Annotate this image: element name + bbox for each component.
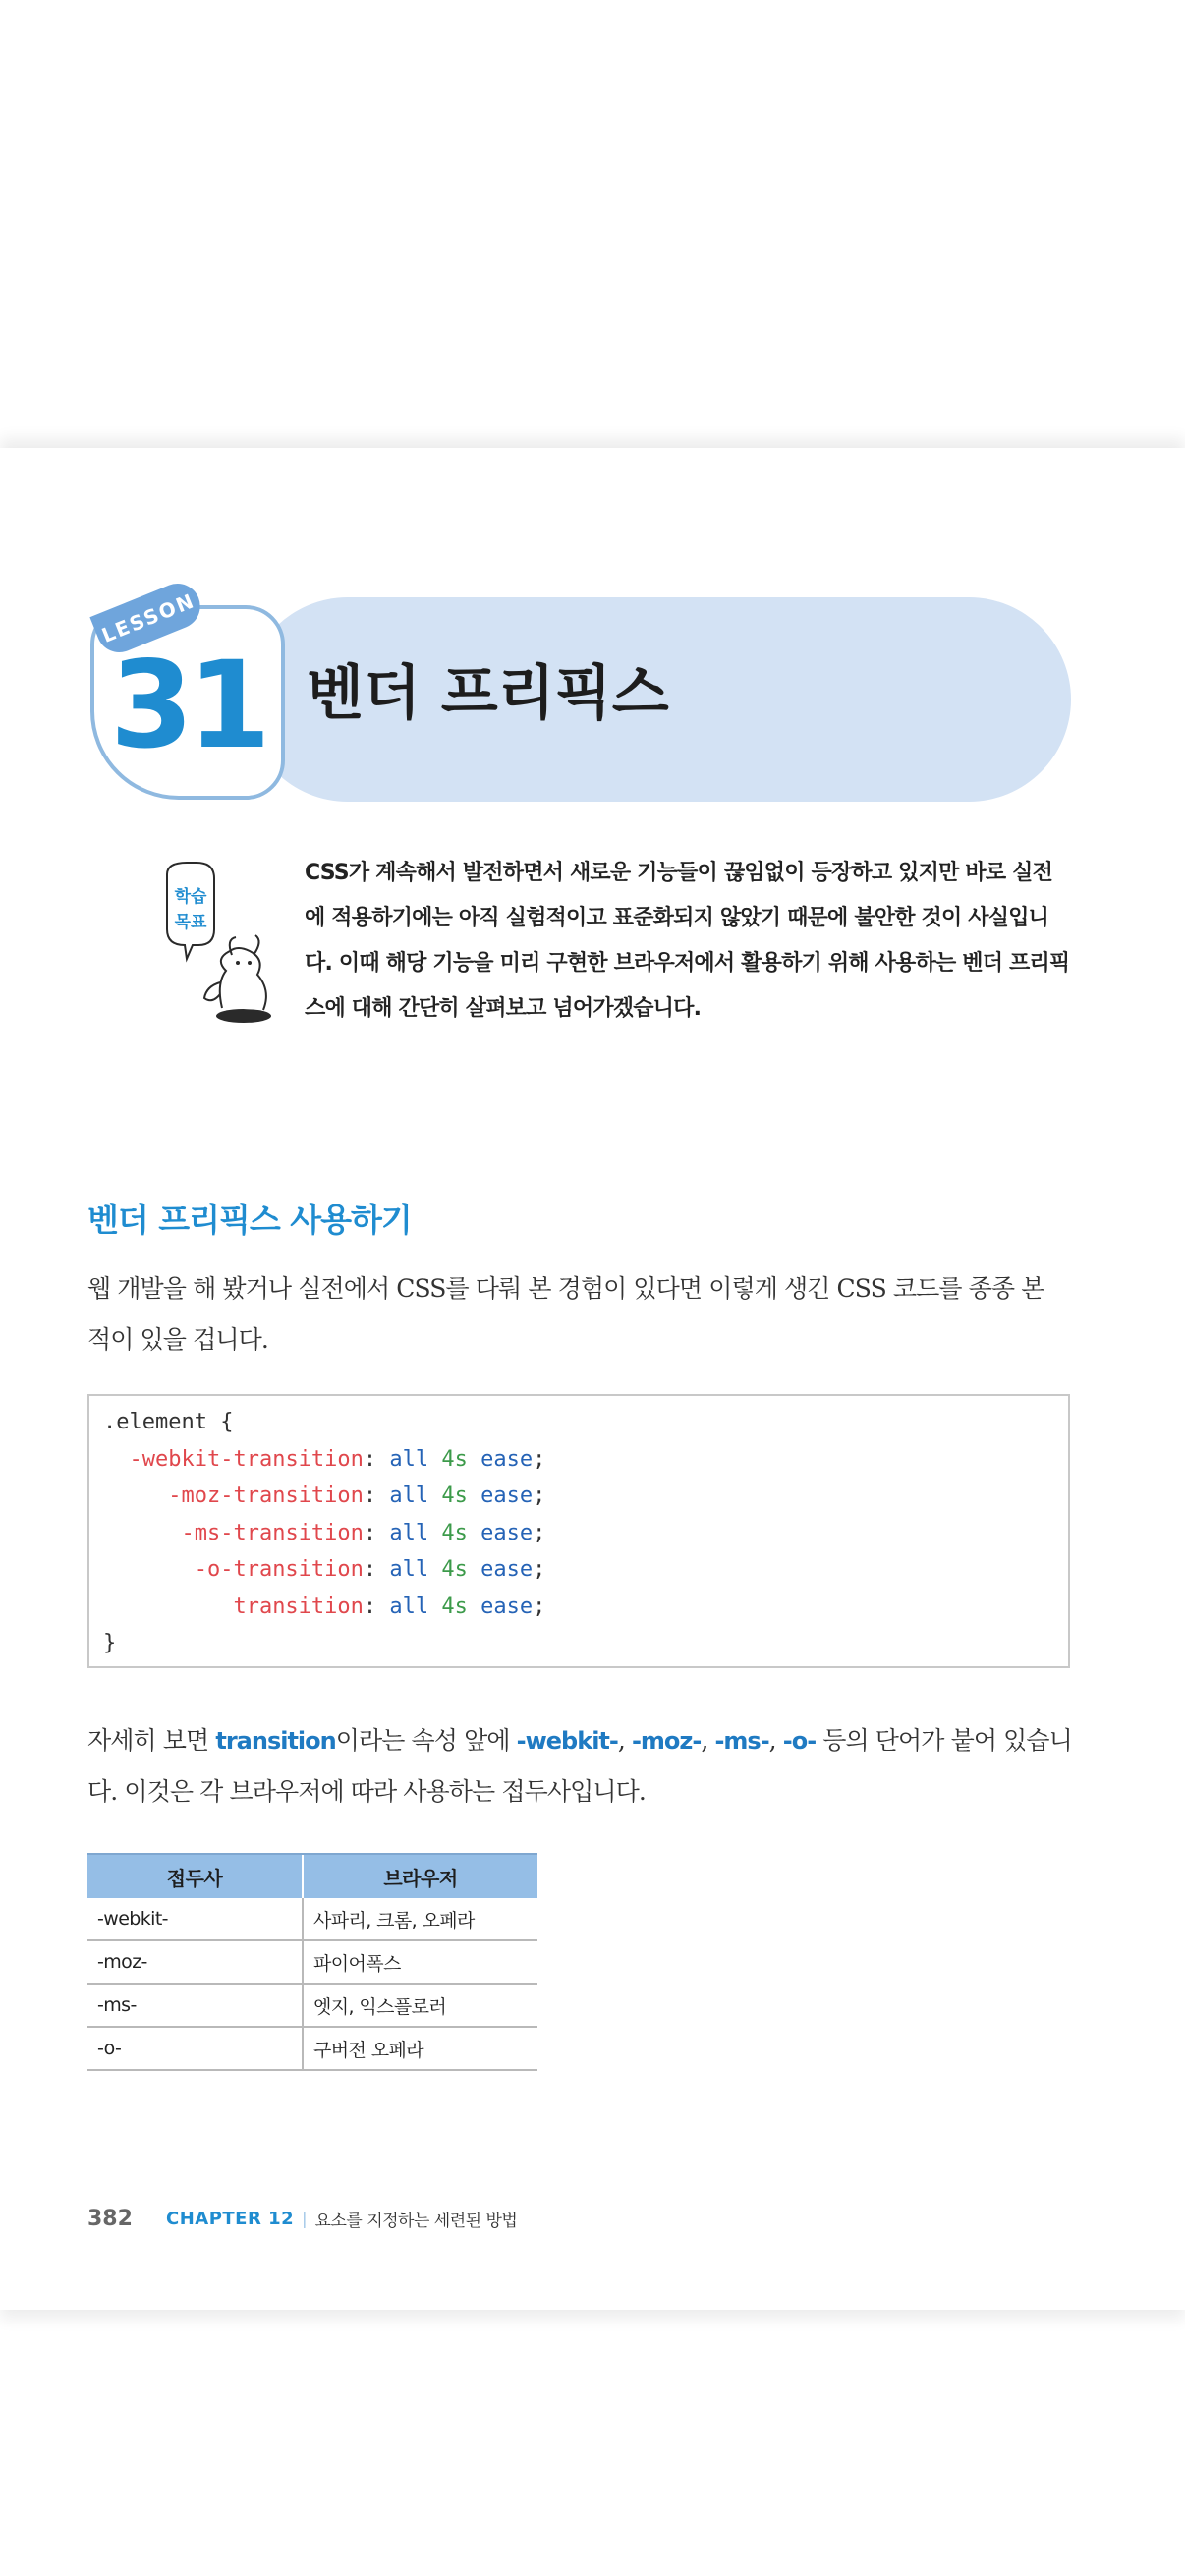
table-header-prefix: 접두사 (87, 1854, 303, 1898)
table-cell-browser: 엣지, 익스플로러 (303, 1984, 537, 2027)
table-row (87, 2027, 537, 2070)
code-property: transition (233, 1594, 364, 1619)
goal-badge-line1: 학습 (174, 887, 207, 907)
code-line: -ms-transition: all 4s ease; (181, 1520, 546, 1545)
book-page (0, 448, 1185, 2310)
chapter-title: 요소를 지정하는 세련된 방법 (314, 2212, 518, 2231)
lesson-number: 31 (110, 636, 265, 775)
section-title: 벤더 프리픽스 사용하기 (87, 1201, 412, 1239)
prefix-paragraph: 자세히 보면 transition이라는 속성 앞에 -webkit-, -moz-, -ms-, -o- 등의 단어가 붙어 있습니다. 이것은 각 브라우저에 따라 사용하는 접두사입니다. (87, 1726, 1072, 1806)
page-footer (87, 2207, 517, 2231)
chapter-label: CHAPTER 12 (166, 2209, 295, 2229)
code-line: -moz-transition: all 4s ease; (168, 1484, 546, 1508)
table-header-browser: 브라우저 (303, 1854, 537, 1898)
table-cell-prefix: -ms- (87, 1984, 303, 2027)
code-property: -ms-transition (181, 1520, 364, 1545)
table-cell-prefix: -o- (87, 2027, 303, 2070)
code-property: -o-transition (194, 1557, 364, 1582)
keyword-ms: -ms- (714, 1727, 769, 1755)
page-number: 382 (87, 2207, 133, 2231)
code-line: -webkit-transition: all 4s ease; (129, 1446, 546, 1472)
code-line: transition: all 4s ease; (233, 1594, 546, 1619)
table-cell-browser: 구버전 오페라 (303, 2027, 537, 2070)
table-cell-prefix: -moz- (87, 1940, 303, 1984)
keyword-o: -o- (782, 1727, 817, 1755)
code-line: -o-transition: all 4s ease; (194, 1557, 546, 1582)
keyword-moz: -moz- (631, 1727, 702, 1755)
code-block (87, 1394, 1070, 1668)
lesson-badge: LESSON (89, 577, 206, 659)
goal-badge-line2: 목표 (174, 913, 207, 932)
code-property: -webkit-transition (129, 1446, 364, 1472)
intro-paragraph: 웹 개발을 해 봤거나 실전에서 CSS를 다뤄 본 경험이 있다면 이렇게 생긴 CSS 코드를 종종 본 적이 있을 겁니다. (87, 1274, 1044, 1354)
learning-goal-mascot-icon (157, 861, 285, 1028)
table-header-row (87, 1854, 537, 1898)
keyword-webkit: -webkit- (516, 1727, 618, 1755)
table-row (87, 1940, 537, 1984)
table-cell-prefix: -webkit- (87, 1898, 303, 1940)
lesson-title: 벤더 프리픽스 (307, 659, 669, 728)
code-selector: .element { (103, 1410, 234, 1434)
table-row (87, 1898, 537, 1940)
prefix-table (87, 1853, 537, 2071)
table-row (87, 1984, 537, 2027)
table-cell-browser: 사파리, 크롬, 오페라 (303, 1898, 537, 1940)
learning-goal-text: CSS가 계속해서 발전하면서 새로운 기능들이 끊임없이 등장하고 있지만 바로 실전에 적용하기에는 아직 실험적이고 표준화되지 않았기 때문에 불안한 것이 사실입니다. 이때 해당 기능을 미리 구현한 브라우저에서 활용하기 위해 사용하는 벤더 프리픽스에 대해 간단히 살펴보고 넘어가겠습니다. (305, 861, 1070, 1021)
keyword-transition: transition (215, 1727, 336, 1755)
chapter-separator: | (302, 2210, 308, 2228)
code-property: -moz-transition (168, 1484, 364, 1508)
code-close-brace: } (103, 1631, 117, 1655)
table-cell-browser: 파이어폭스 (303, 1940, 537, 1984)
